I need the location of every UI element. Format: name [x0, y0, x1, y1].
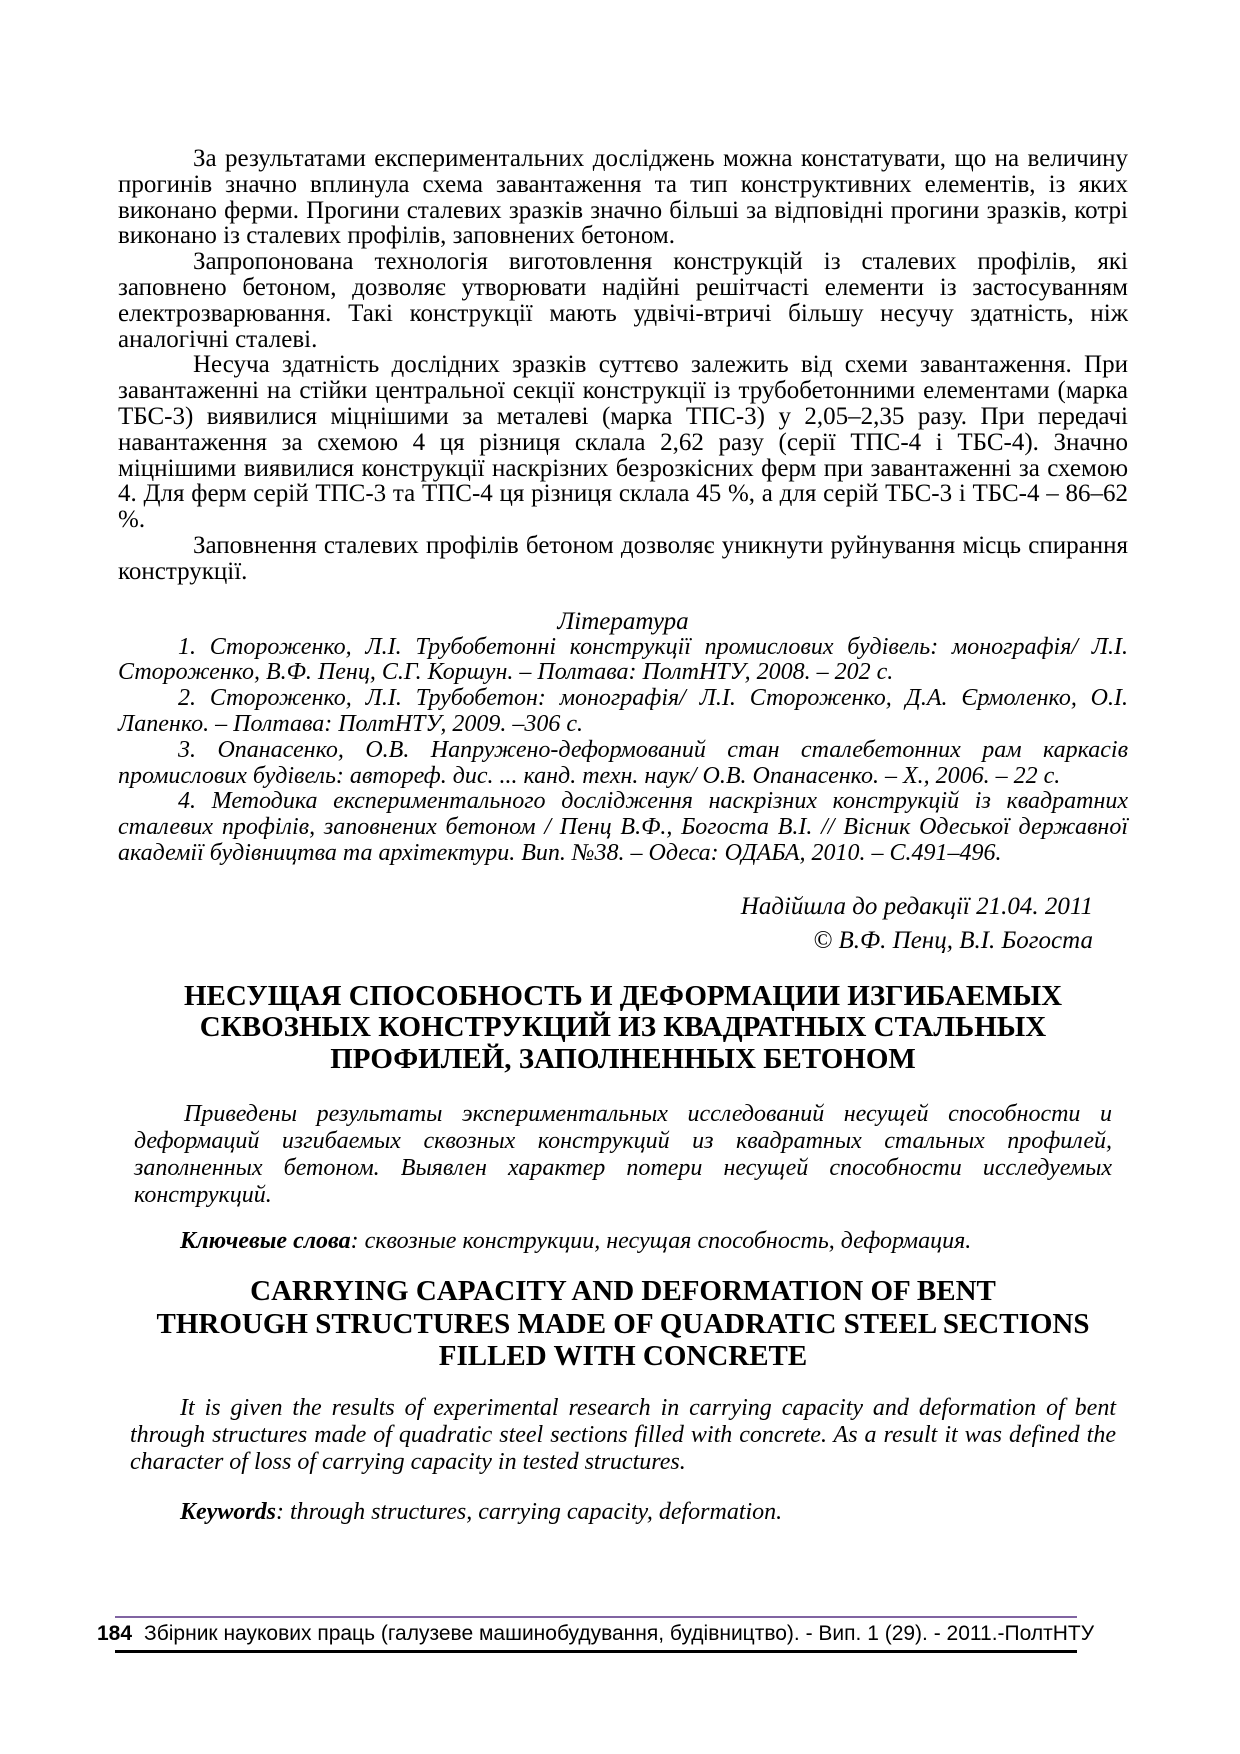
russian-title-line-2: СКВОЗНЫХ КОНСТРУКЦИЙ ИЗ КВАДРАТНЫХ СТАЛЬНЫХ [199, 1011, 1047, 1044]
english-title-line-3: FILLED WITH CONCRETE [438, 1340, 808, 1373]
reference-item-4: 4. Методика експериментального дослідження наскрізних конструкцій із квадратних сталевих профілів, заповнених бетоном / Пенц В.Ф., Богоста В.І. // Вісник Одеської державної академії будівництва та архітектури. Вип. №38. – Одеса: ОДАБА, 2010. – С.491–496. [118, 788, 1128, 866]
body-paragraph-1: За результатами експериментальних досліджень можна констатувати, що на величину прогинів значно вплинула схема завантаження та тип конструктивних елементів, із яких виконано ферми. Прогини сталевих зразків значно більші за відповідні прогини зразків, котрі виконано із сталевих профілів, заповнених бетоном. [118, 145, 1128, 250]
russian-keywords-text: : сквозные конструкции, несущая способность, деформация. [350, 1228, 972, 1255]
russian-keywords-label: Ключевые слова [180, 1228, 351, 1255]
article-content [118, 146, 1128, 1526]
english-keywords [118, 1499, 1128, 1526]
reference-item-2: 2. Стороженко, Л.І. Трубобетон: монографія/ Л.І. Стороженко, Д.А. Єрмоленко, О.І. Лапенко. – Полтава: ПолтНТУ, 2009. –306 с. [118, 685, 1128, 737]
english-keywords-text: : through structures, carrying capacity, deformation. [276, 1499, 783, 1526]
russian-title-line-3: ПРОФИЛЕЙ, ЗАПОЛНЕННЫХ БЕТОНОМ [330, 1042, 916, 1075]
english-title-line-2: THROUGH STRUCTURES MADE OF QUADRATIC STEEL SECTIONS [156, 1307, 1090, 1340]
literature-heading: Література [557, 607, 689, 635]
footer-bottom-rule [115, 1650, 1077, 1653]
english-abstract: It is given the results of experimental research in carrying capacity and deformation of bent through structures made of quadratic steel sections filled with concrete. As a result it was defined the character of loss of carrying capacity in tested structures. [130, 1394, 1116, 1475]
russian-abstract: Приведены результаты экспериментальных исследований несущей способности и деформаций изгибаемых сквозных конструкций из квадратных стальных профилей, заполненных бетоном. Выявлен характер потери несущей способности исследуемых конструкций. [134, 1101, 1112, 1208]
copyright-note: © В.Ф. Пенц, В.І. Богоста [813, 926, 1093, 954]
body-paragraph-2: Запропонована технологія виготовлення конструкцій із сталевих профілів, які заповнено бетоном, дозволяє утворювати надійні решітчасті елементи із застосуванням електрозварювання. Такі конструкції мають удвічі-втричі більшу несучу здатність, ніж аналогічні сталеві. [118, 248, 1128, 353]
received-note: Надійшла до редакції 21.04. 2011 [740, 892, 1093, 920]
body-paragraph-3: Несуча здатність дослідних зразків суттєво залежить від схеми завантаження. При завантаженні на стійки центральної секції конструкції із трубобетонними елементами (марка ТБС-3) виявилися міцнішими за металеві (марка ТПС-3) у 2,05–2,35 разу. При передачі навантаження за схемою 4 ця різниця склала 2,62 разу (серії ТПС-4 і ТБС-4). Значно міцнішими виявилися конструкції наскрізних безрозкісних ферм при завантаженні за схемою 4. Для ферм серій ТПС-3 та ТПС-4 ця різниця склала 45 %, а для серій ТБС-3 і ТБС-4 – 86–62 %. [118, 351, 1128, 534]
footer-text-line [97, 1618, 1095, 1650]
english-keywords-label: Keywords [180, 1499, 276, 1526]
russian-keywords [118, 1228, 1128, 1255]
page-number: 184 [97, 1622, 133, 1645]
english-title [123, 1275, 1123, 1373]
page-footer [97, 1616, 1095, 1653]
journal-citation: Збірник наукових праць (галузеве машинобудування, будівництво). - Вип. 1 (29). - 2011.-ПолтНТУ [144, 1622, 1095, 1645]
reference-item-3: 3. Опанасенко, О.В. Напружено-деформований стан сталебетонних рам каркасів промислових будівель: автореф. дис. ... канд. техн. наук/ О.В. Опанасенко. – Х., 2006. – 22 с. [118, 736, 1128, 789]
russian-title-line-1: НЕСУЩАЯ СПОСОБНОСТЬ И ДЕФОРМАЦИИ ИЗГИБАЕМЫХ [183, 979, 1063, 1012]
russian-title [163, 981, 1083, 1076]
english-title-line-1: CARRYING CAPACITY AND DEFORMATION OF BENT [250, 1275, 996, 1308]
reference-item-1: 1. Стороженко, Л.І. Трубобетонні конструкції промислових будівель: монографія/ Л.І. Стороженко, В.Ф. Пенц, С.Г. Коршун. – Полтава: ПолтНТУ, 2008. – 202 с. [118, 633, 1128, 686]
body-paragraph-4: Заповнення сталевих профілів бетоном дозволяє уникнути руйнування місць спирання конструкції. [118, 531, 1128, 585]
